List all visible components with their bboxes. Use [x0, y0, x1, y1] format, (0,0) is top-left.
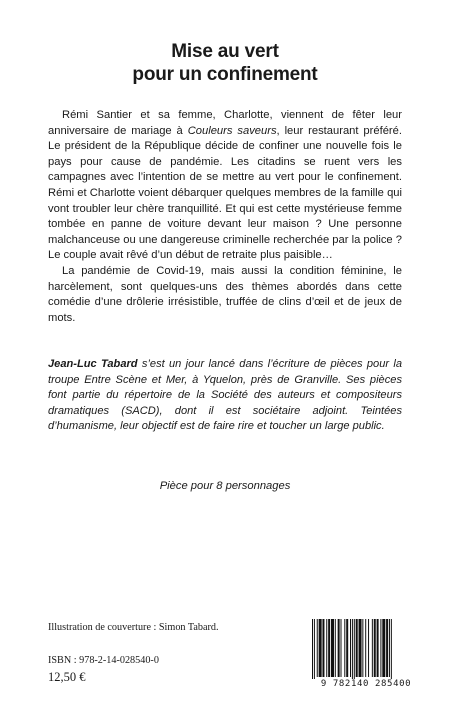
title-line-1: Mise au vert — [171, 41, 279, 62]
barcode-bar — [319, 619, 322, 677]
bio-text: s’est un jour lancé dans l’écriture de pièces pour la troupe Entre Scène et Mer, à Yquelon, près de Granville. Ses pièces font partie du répertoire de la Société des auteurs et compositeurs dramatiques (SACD), dont il est sociétaire adjoint. Teintées d’humanisme, leur objectif est de faire rire et toucher un large public. — [48, 358, 402, 433]
barcode-bar — [386, 619, 388, 677]
barcode-bar — [338, 619, 340, 677]
barcode-bar — [362, 619, 363, 677]
barcode-bar — [312, 619, 313, 679]
author-bio — [48, 357, 402, 435]
barcode-bar — [359, 619, 362, 677]
barcode-bar — [341, 619, 342, 677]
book-title — [0, 40, 450, 86]
barcode-bar — [322, 619, 324, 677]
barcode-bar — [374, 619, 376, 677]
barcode-bar — [335, 619, 336, 677]
barcode-bars — [304, 617, 428, 679]
price: 12,50 € — [48, 670, 86, 684]
synopsis — [48, 108, 402, 326]
isbn: ISBN : 978-2-14-028540-0 — [48, 655, 159, 666]
barcode-bar — [314, 619, 315, 679]
barcode-bar — [382, 619, 385, 677]
barcode-bar — [346, 619, 348, 677]
synopsis-paragraph-2: La pandémie de Covid-19, mais aussi la condition féminine, le harcèlement, sont quelques-uns des thèmes abordés dans cette comédie d’une drôlerie irrésistible, truffée de clins d’œil et de jeux de mots. — [48, 264, 402, 324]
barcode-bar — [352, 619, 353, 679]
synopsis-text: Rémi Santier et sa femme, Charlotte, viennent de fêter leur anniversaire de mariage à — [48, 109, 402, 137]
barcode-bar — [356, 619, 358, 677]
bio-paragraph — [48, 357, 402, 435]
synopsis-text: , leur restaurant préféré. Le président de la République décide de confiner une nouvelle fois le pays pour cause de pandémie. Les citadins se ruent vers les campagnes avec l’intention de se mettre au vert pour le confinement. Rémi et Charlotte voient débarquer quelques membres de la famille qui vont troubler leur chère tranquillité. Et qui est cette mystérieuse femme tombée en panne de voiture devant leur maison ? Une personne malchanceuse ou une dangereuse criminelle recherchée par la police ? Le couple avait rêvé d’un début de retraite plus paisible… — [48, 124, 402, 262]
synopsis-paragraph-1 — [48, 108, 402, 264]
author-name: Jean-Luc Tabard — [48, 358, 138, 370]
restaurant-name: Couleurs saveurs — [187, 124, 277, 137]
barcode-bar — [372, 619, 373, 677]
barcode-bar — [350, 619, 351, 677]
barcode-bar — [380, 619, 381, 677]
barcode-bar — [326, 619, 327, 677]
barcode-bar — [354, 619, 355, 679]
barcode-bar — [317, 619, 318, 677]
barcode-bar — [391, 619, 392, 679]
barcode-digits: 9 782140 285400 — [320, 679, 412, 689]
barcode — [304, 617, 428, 693]
cast-count: Pièce pour 8 personnages — [159, 480, 291, 492]
barcode-bar — [328, 619, 330, 677]
cover-credit: Illustration de couverture : Simon Tabard. — [48, 622, 219, 633]
title-line-2: pour un confinement — [132, 64, 318, 85]
barcode-bar — [344, 619, 345, 677]
barcode-bar — [377, 619, 379, 677]
barcode-bar — [331, 619, 334, 677]
barcode-bar — [368, 619, 369, 677]
barcode-bar — [389, 619, 390, 677]
barcode-bar — [365, 619, 366, 677]
